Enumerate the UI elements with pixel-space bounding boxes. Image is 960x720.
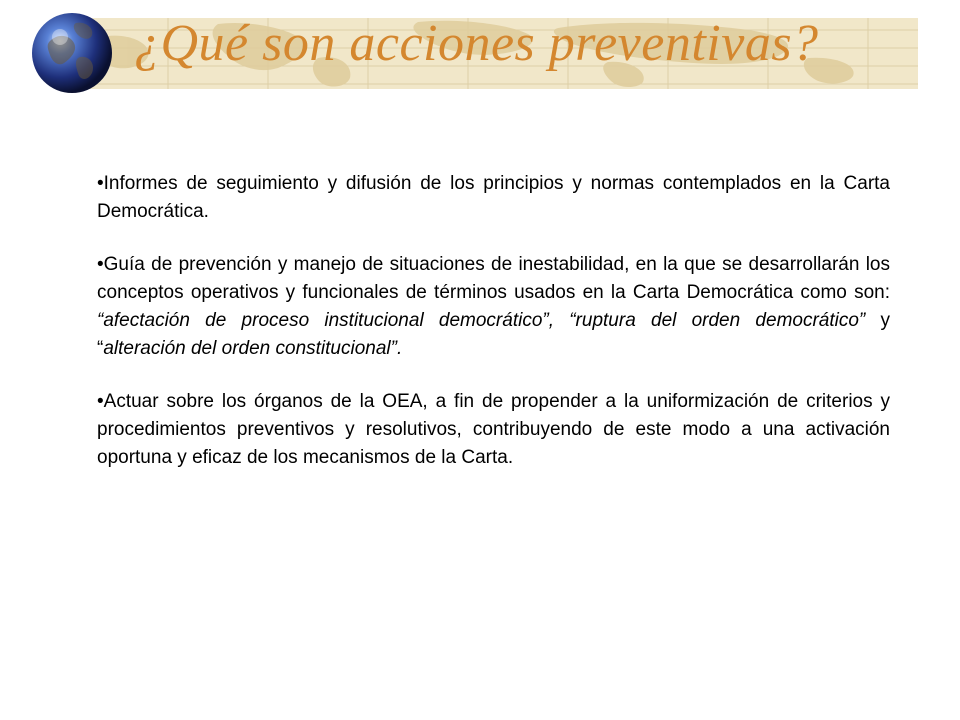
quoted-term: “afectación de proceso institucional democrático”, “ruptura del orden democrático” [97,310,866,331]
conjunction-text: y “ [97,310,890,359]
bullet-item [97,388,890,472]
bullet-text: •Guía de prevención y manejo de situaciones de inestabilidad, en la que se desarrollarán los conceptos operativos y funcionales de términos usados en la Carta Democrática como son: [97,254,890,303]
bullet-end: . [396,338,403,359]
quoted-term: alteración del orden constitucional” [103,338,397,359]
bullet-item [97,251,890,363]
slide-title: ¿Qué son acciones preventivas? [134,15,819,72]
bullet-text: •Informes de seguimiento y difusión de los principios y normas contemplados en la Carta Democrática. [97,173,890,222]
bullet-item [97,170,890,226]
bullet-text: •Actuar sobre los órganos de la OEA, a fin de propender a la uniformización de criterios y procedimientos preventivos y resolutivos, contribuyendo de este modo a una activación oportuna y eficaz de los mecanismos de la Carta. [97,391,890,468]
slide-body [97,170,890,472]
globe-icon [30,11,114,95]
